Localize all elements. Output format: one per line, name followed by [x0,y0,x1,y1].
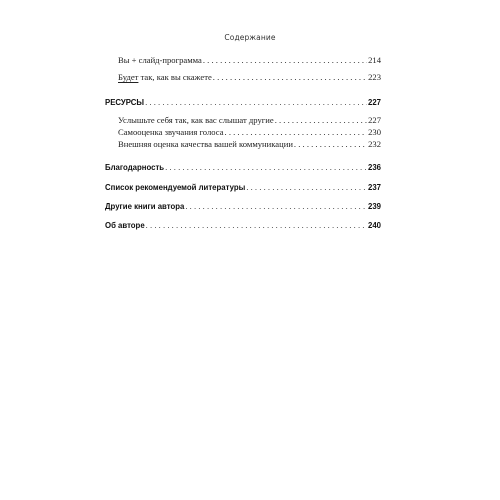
dot-leader [145,97,367,108]
toc-section-title: Другие книги автора [105,202,185,211]
toc-entry-voice-self-assessment[interactable] [118,127,381,138]
toc-section-page: 236 [367,163,381,172]
toc-entry-title [118,72,212,83]
toc-entry-page: 214 [368,55,381,65]
toc-entry-title: Самооценка звучания голоса [118,127,224,137]
dot-leader [146,220,367,231]
dot-leader [294,139,367,150]
toc-entry-page: 227 [368,115,381,125]
toc-section-page: 227 [367,98,381,107]
toc-entry-page: 230 [368,127,381,137]
toc-section-bibliography[interactable] [105,182,381,193]
toc-entry-external-assessment[interactable] [118,139,381,150]
dot-leader [185,201,367,212]
underlined-word: Будет [118,72,139,82]
toc-entry-hear-yourself[interactable] [118,115,381,126]
toc-section-about-author[interactable] [105,220,381,231]
toc-entry-title: Внешняя оценка качества вашей коммуникации [118,139,293,149]
toc-section-title: РЕСУРСЫ [105,98,145,107]
toc-entry-page: 223 [368,72,381,82]
toc-section-page: 240 [367,221,381,230]
toc-entry-title: Услышьте себя так, как вас слышат другие [118,115,274,125]
dot-leader [275,115,367,126]
toc-entry-page: 232 [368,139,381,149]
toc-entry-slide-program[interactable] [118,55,381,66]
dot-leader [213,72,367,83]
toc-section-page: 237 [367,183,381,192]
toc-entry-title: Вы + слайд-программа [118,55,202,65]
toc-entry-as-you-say[interactable] [118,72,381,83]
dot-leader [165,162,367,173]
toc-entry-title-rest: так, как вы скажете [138,72,212,82]
toc-section-acknowledgements[interactable] [105,162,381,173]
dot-leader [246,182,367,193]
toc-section-page: 239 [367,202,381,211]
toc-section-title: Благодарность [105,163,165,172]
running-header: Содержание [224,33,276,42]
dot-leader [225,127,368,138]
toc-section-title: Список рекомендуемой литературы [105,183,246,192]
dot-leader [203,55,367,66]
toc-section-resources[interactable] [105,97,381,108]
toc-section-title: Об авторе [105,221,145,230]
toc-section-other-books[interactable] [105,201,381,212]
